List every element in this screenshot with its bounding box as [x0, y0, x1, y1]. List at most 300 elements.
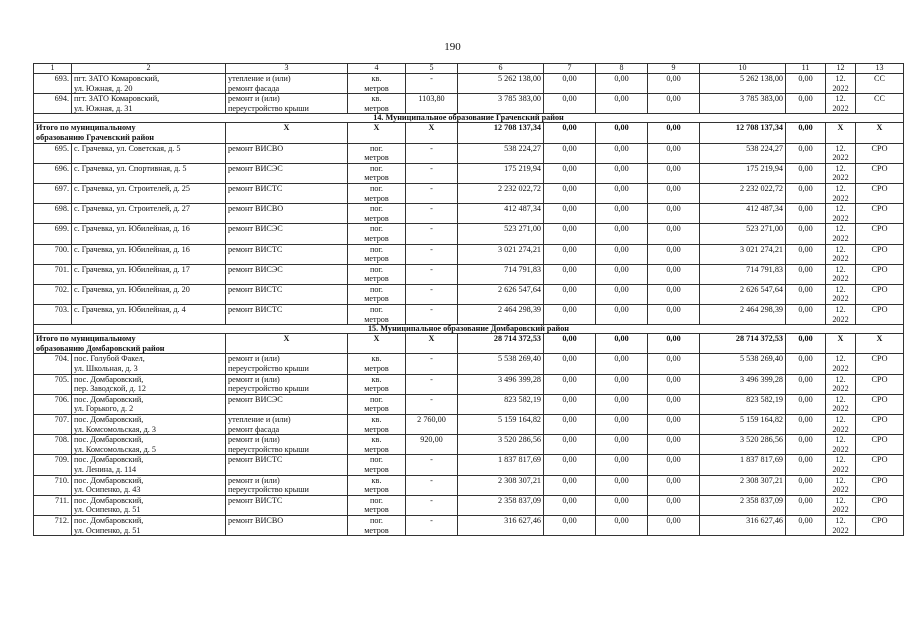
work-type-cell [226, 284, 348, 304]
column-header-text: 13 [875, 63, 884, 72]
work-type-cell-text: ремонт и (или) [228, 354, 280, 364]
cost-col8-cell [596, 495, 648, 515]
table-row [34, 94, 904, 114]
work-type-cell-text: ремонт ВИСЭС [228, 394, 283, 404]
deadline-cell [826, 74, 856, 94]
quantity-cell [406, 204, 458, 224]
row-number [34, 374, 72, 394]
quantity-cell [406, 74, 458, 94]
cost-col11-cell [786, 305, 826, 325]
column-header [544, 64, 596, 74]
repair-schedule-table [33, 63, 904, 536]
cost-col10-cell-text: 3 785 383,00 [740, 94, 783, 104]
unit-cell [348, 94, 406, 114]
address-cell-text: с. Грачевка, ул. Строителей, д. 25 [74, 183, 190, 193]
address-cell [72, 94, 226, 114]
unit-cell [348, 475, 406, 495]
address-cell-text: с. Грачевка, ул. Спортивная, д. 5 [74, 163, 187, 173]
cost-col9-cell-text: 0,00 [666, 354, 681, 364]
column-header-text: 11 [801, 63, 810, 72]
total-cost-cell [458, 475, 544, 495]
deadline-cell-text: 12. [835, 74, 846, 83]
address-cell-text: ул. Комсомольская, д. 3 [74, 424, 156, 434]
row-number-text: 706. [54, 394, 69, 404]
total-x-cell-text: Х [283, 123, 290, 133]
total-col8-cell-text: 0,00 [614, 123, 629, 133]
work-type-cell-text: ремонт ВИСВО [228, 143, 284, 153]
row-number-text: 710. [54, 475, 69, 485]
cost-col11-cell [786, 74, 826, 94]
deadline-cell-text: 2022 [832, 485, 849, 495]
deadline-cell-text: 12. [835, 354, 846, 364]
row-number [34, 264, 72, 284]
quantity-cell-text: - [430, 284, 433, 294]
total-cost-cell [458, 354, 544, 374]
quantity-cell-text: - [430, 394, 433, 404]
cost-col8-cell-text: 0,00 [614, 455, 629, 465]
cost-col10-cell [700, 455, 786, 475]
quantity-cell [406, 284, 458, 304]
cost-col10-cell-text: 2 626 547,64 [740, 284, 783, 294]
row-number-text: 698. [54, 204, 69, 214]
cost-col10-cell [700, 244, 786, 264]
work-type-cell-text: ремонт и (или) [228, 435, 280, 445]
deadline-cell [826, 374, 856, 394]
cost-col9-cell-text: 0,00 [666, 455, 681, 465]
unit-cell-text: метров [364, 364, 389, 374]
deadline-cell [826, 264, 856, 284]
unit-cell-text: кв. [371, 74, 382, 83]
cost-col10-cell-text: 523 271,00 [746, 224, 783, 234]
total-cost-cell [458, 224, 544, 244]
table-row [34, 163, 904, 183]
work-type-cell-text: ремонт фасада [228, 424, 280, 434]
cost-col10-cell-text: 1 837 817,69 [740, 455, 783, 465]
cost-col11-cell-text: 0,00 [798, 394, 813, 404]
cost-col7-cell-text: 0,00 [562, 495, 577, 505]
address-cell-text: ул. Горького, д. 2 [74, 404, 134, 414]
work-type-cell-text: ремонт и (или) [228, 475, 280, 485]
row-number [34, 415, 72, 435]
cost-col8-cell [596, 354, 648, 374]
total-col10-cell [700, 123, 786, 143]
total-x-cell [856, 334, 904, 354]
deadline-cell-text: 12. [835, 475, 846, 485]
cost-col10-cell-text: 2 232 022,72 [740, 183, 783, 193]
deadline-cell [826, 435, 856, 455]
source-cell [856, 204, 904, 224]
row-number-text: 701. [54, 264, 69, 274]
cost-col7-cell [544, 163, 596, 183]
cost-col11-cell [786, 204, 826, 224]
address-cell-text: пос. Голубой Факел, [74, 354, 145, 364]
unit-cell-text: метров [364, 173, 389, 183]
row-number [34, 204, 72, 224]
unit-cell-text: пог. [370, 305, 383, 315]
deadline-cell-text: 12. [835, 455, 846, 465]
cost-col11-cell-text: 0,00 [798, 143, 813, 153]
unit-cell-text: метров [364, 233, 389, 243]
unit-cell-text: пог. [370, 264, 383, 274]
cost-col9-cell-text: 0,00 [666, 495, 681, 505]
address-cell-text: ул. Южная, д. 31 [74, 103, 133, 113]
deadline-cell-text: 2022 [832, 314, 849, 324]
cost-col10-cell [700, 394, 786, 414]
cost-col8-cell-text: 0,00 [614, 394, 629, 404]
row-number [34, 354, 72, 374]
total-x-cell-text: Х [428, 334, 435, 344]
deadline-cell-text: 2022 [832, 505, 849, 515]
total-cost-cell-text: 5 262 138,00 [498, 74, 541, 83]
cost-col10-cell-text: 538 224,27 [746, 143, 783, 153]
cost-col7-cell [544, 284, 596, 304]
address-cell-text: пгт. ЗАТО Комаровский, [74, 74, 160, 83]
quantity-cell-text: 2 760,00 [417, 415, 446, 424]
total-cost-cell-text: 175 219,94 [504, 163, 541, 173]
deadline-cell [826, 244, 856, 264]
address-cell [72, 394, 226, 414]
deadline-cell-text: 2022 [832, 424, 849, 434]
total-cost-cell-text: 1 837 817,69 [498, 455, 541, 465]
source-cell [856, 374, 904, 394]
cost-col10-cell [700, 183, 786, 203]
total-col11-cell-text: 0,00 [798, 334, 813, 344]
deadline-cell-text: 2022 [832, 233, 849, 243]
quantity-cell [406, 354, 458, 374]
row-number-text: 703. [54, 305, 69, 315]
cost-col8-cell [596, 204, 648, 224]
cost-col7-cell [544, 264, 596, 284]
cost-col11-cell-text: 0,00 [798, 495, 813, 505]
work-type-cell-text: ремонт ВИСВО [228, 204, 284, 214]
source-cell [856, 163, 904, 183]
work-type-cell [226, 163, 348, 183]
column-header-text: 6 [498, 63, 503, 72]
source-cell-text: СРО [871, 204, 888, 214]
column-header [406, 64, 458, 74]
source-cell-text: СРО [871, 394, 888, 404]
cost-col11-cell-text: 0,00 [798, 244, 813, 254]
page-number: 190 [444, 41, 461, 53]
cost-col9-cell-text: 0,00 [666, 435, 681, 445]
address-cell-text: пос. Домбаровский, [74, 435, 144, 445]
quantity-cell [406, 415, 458, 435]
cost-col7-cell-text: 0,00 [562, 435, 577, 445]
work-type-cell [226, 224, 348, 244]
cost-col7-cell-text: 0,00 [562, 143, 577, 153]
source-cell [856, 515, 904, 535]
unit-cell-text: метров [364, 274, 389, 284]
deadline-cell [826, 94, 856, 114]
table-row [34, 394, 904, 414]
cost-col8-cell [596, 394, 648, 414]
cost-col11-cell [786, 495, 826, 515]
cost-col9-cell [648, 305, 700, 325]
cost-col10-cell-text: 316 627,46 [746, 515, 783, 525]
table-body [34, 64, 904, 536]
source-cell-text: СРО [871, 475, 888, 485]
cost-col10-cell [700, 305, 786, 325]
cost-col8-cell [596, 515, 648, 535]
cost-col9-cell [648, 224, 700, 244]
total-cost-cell-text: 538 224,27 [504, 143, 541, 153]
total-x-cell [348, 123, 406, 143]
quantity-cell-text: - [430, 455, 433, 465]
source-cell [856, 415, 904, 435]
total-cost-cell [458, 143, 544, 163]
total-cost-cell [458, 94, 544, 114]
work-type-cell-text: ремонт ВИСЭС [228, 224, 283, 234]
quantity-cell [406, 374, 458, 394]
work-type-cell-text: ремонт ВИСТС [228, 183, 283, 193]
cost-col11-cell [786, 143, 826, 163]
cost-col7-cell [544, 354, 596, 374]
total-label-text: образованию Домбаровский район [36, 343, 165, 353]
quantity-cell-text: - [430, 264, 433, 274]
cost-col11-cell [786, 284, 826, 304]
unit-cell [348, 394, 406, 414]
deadline-cell-text: 12. [835, 204, 846, 214]
column-header-text: 12 [836, 63, 845, 72]
total-label-text: Итого по муниципальному [36, 123, 136, 133]
cost-col11-cell [786, 94, 826, 114]
row-number-text: 707. [54, 415, 69, 424]
deadline-cell-text: 12. [835, 94, 846, 104]
total-col10-cell [700, 334, 786, 354]
total-cost-cell-text: 3 785 383,00 [498, 94, 541, 104]
deadline-cell-text: 12. [835, 244, 846, 254]
cost-col9-cell-text: 0,00 [666, 475, 681, 485]
total-col7-cell [544, 123, 596, 143]
cost-col9-cell [648, 394, 700, 414]
cost-col10-cell [700, 435, 786, 455]
cost-col7-cell-text: 0,00 [562, 74, 577, 83]
table-row [34, 475, 904, 495]
total-col7-cell-text: 0,00 [562, 123, 577, 133]
row-number-text: 695. [54, 143, 69, 153]
cost-col11-cell [786, 224, 826, 244]
source-cell [856, 183, 904, 203]
unit-cell-text: метров [364, 505, 389, 515]
address-cell [72, 435, 226, 455]
cost-col11-cell [786, 163, 826, 183]
cost-col9-cell-text: 0,00 [666, 394, 681, 404]
row-number [34, 224, 72, 244]
table-row [34, 204, 904, 224]
unit-cell-text: метров [364, 444, 389, 454]
address-cell [72, 244, 226, 264]
source-cell [856, 284, 904, 304]
cost-col9-cell-text: 0,00 [666, 374, 681, 384]
unit-cell-text: кв. [371, 94, 382, 104]
cost-col9-cell [648, 284, 700, 304]
cost-col9-cell-text: 0,00 [666, 74, 681, 83]
cost-col10-cell [700, 415, 786, 435]
source-cell-text: СРО [871, 354, 888, 364]
cost-col10-cell [700, 354, 786, 374]
quantity-cell [406, 264, 458, 284]
unit-cell-text: метров [364, 153, 389, 163]
cost-col10-cell [700, 374, 786, 394]
total-x-cell [826, 123, 856, 143]
unit-cell-text: кв. [371, 475, 382, 485]
quantity-cell-text: - [430, 143, 433, 153]
total-x-cell-text: Х [876, 334, 883, 344]
deadline-cell-text: 12. [835, 305, 846, 315]
unit-cell-text: пог. [370, 143, 383, 153]
total-cost-cell-text: 2 626 547,64 [498, 284, 541, 294]
cost-col9-cell [648, 264, 700, 284]
address-cell-text: пгт. ЗАТО Комаровский, [74, 94, 160, 104]
cost-col9-cell [648, 183, 700, 203]
cost-col8-cell [596, 163, 648, 183]
total-cost-cell-text: 5 538 269,40 [498, 354, 541, 364]
cost-col11-cell [786, 455, 826, 475]
cost-col8-cell [596, 94, 648, 114]
total-col9-cell-text: 0,00 [666, 334, 681, 344]
column-header [700, 64, 786, 74]
quantity-cell-text: 920,00 [420, 435, 443, 445]
section-heading-row [34, 114, 904, 123]
column-header [72, 64, 226, 74]
cost-col8-cell-text: 0,00 [614, 354, 629, 364]
address-cell-text: пос. Домбаровский, [74, 455, 144, 465]
source-cell [856, 143, 904, 163]
cost-col7-cell-text: 0,00 [562, 284, 577, 294]
cost-col10-cell-text: 3 520 286,56 [740, 435, 783, 445]
deadline-cell-text: 2022 [832, 83, 849, 93]
cost-col7-cell [544, 475, 596, 495]
unit-cell-text: пог. [370, 394, 383, 404]
work-type-cell [226, 495, 348, 515]
source-cell-text: СРО [871, 495, 888, 505]
cost-col7-cell [544, 415, 596, 435]
total-x-cell [348, 334, 406, 354]
total-cost-cell-text: 2 358 837,09 [498, 495, 541, 505]
total-x-cell [406, 334, 458, 354]
work-type-cell [226, 435, 348, 455]
quantity-cell [406, 143, 458, 163]
row-number-text: 705. [54, 374, 69, 384]
cost-col10-cell [700, 264, 786, 284]
total-x-cell [826, 334, 856, 354]
deadline-cell [826, 354, 856, 374]
cost-col10-cell [700, 515, 786, 535]
cost-col11-cell-text: 0,00 [798, 284, 813, 294]
source-cell-text: СРО [871, 244, 888, 254]
total-label [34, 123, 226, 143]
cost-col10-cell-text: 2 464 298,39 [740, 305, 783, 315]
column-header [458, 64, 544, 74]
cost-col11-cell [786, 264, 826, 284]
address-cell-text: с. Грачевка, ул. Юбилейная, д. 4 [74, 305, 186, 315]
cost-col11-cell-text: 0,00 [798, 475, 813, 485]
cost-col10-cell [700, 163, 786, 183]
cost-col10-cell [700, 94, 786, 114]
unit-cell [348, 284, 406, 304]
cost-col7-cell-text: 0,00 [562, 244, 577, 254]
cost-col8-cell-text: 0,00 [614, 94, 629, 104]
deadline-cell-text: 2022 [832, 103, 849, 113]
cost-col9-cell-text: 0,00 [666, 94, 681, 104]
deadline-cell-text: 2022 [832, 274, 849, 284]
cost-col11-cell-text: 0,00 [798, 204, 813, 214]
total-cost-cell-text: 823 582,19 [504, 394, 541, 404]
work-type-cell [226, 204, 348, 224]
cost-col10-cell-text: 714 791,83 [746, 264, 783, 274]
total-col7-cell-text: 0,00 [562, 334, 577, 344]
cost-col9-cell-text: 0,00 [666, 143, 681, 153]
unit-cell [348, 515, 406, 535]
work-type-cell [226, 415, 348, 435]
table-row [34, 284, 904, 304]
total-cost-cell-text: 3 496 399,28 [498, 374, 541, 384]
address-cell [72, 475, 226, 495]
section-heading-row [34, 325, 904, 334]
cost-col7-cell [544, 394, 596, 414]
row-number [34, 495, 72, 515]
unit-cell-text: метров [364, 464, 389, 474]
deadline-cell [826, 475, 856, 495]
total-col8-cell [596, 334, 648, 354]
deadline-cell [826, 415, 856, 435]
address-cell [72, 515, 226, 535]
unit-cell [348, 305, 406, 325]
table-row [34, 435, 904, 455]
cost-col11-cell [786, 374, 826, 394]
total-cost-cell-text: 412 487,34 [504, 204, 541, 214]
cost-col7-cell-text: 0,00 [562, 163, 577, 173]
total-cost-cell [458, 183, 544, 203]
cost-col9-cell-text: 0,00 [666, 163, 681, 173]
unit-cell [348, 183, 406, 203]
total-cost-cell [458, 334, 544, 354]
quantity-cell-text: - [430, 475, 433, 485]
cost-col11-cell-text: 0,00 [798, 94, 813, 104]
total-label [34, 334, 226, 354]
cost-col11-cell-text: 0,00 [798, 264, 813, 274]
unit-cell [348, 244, 406, 264]
cost-col9-cell [648, 244, 700, 264]
work-type-cell-text: ремонт и (или) [228, 94, 280, 104]
deadline-cell-text: 12. [835, 374, 846, 384]
total-col10-cell-text: 12 708 137,34 [735, 123, 783, 133]
total-col11-cell [786, 123, 826, 143]
cost-col7-cell-text: 0,00 [562, 305, 577, 315]
table-row [34, 143, 904, 163]
work-type-cell-text: ремонт фасада [228, 83, 280, 93]
work-type-cell [226, 455, 348, 475]
column-header-text: 8 [619, 63, 624, 72]
total-cost-cell-text: 5 159 164,82 [498, 415, 541, 424]
address-cell [72, 143, 226, 163]
total-cost-cell [458, 74, 544, 94]
unit-cell-text: кв. [371, 354, 382, 364]
cost-col10-cell-text: 5 159 164,82 [740, 415, 783, 424]
address-cell-text: ул. Осипенко, д. 43 [74, 485, 141, 495]
cost-col11-cell [786, 415, 826, 435]
address-cell [72, 264, 226, 284]
cost-col8-cell [596, 305, 648, 325]
cost-col9-cell-text: 0,00 [666, 244, 681, 254]
address-cell-text: ул. Ленина, д. 114 [74, 464, 137, 474]
cost-col8-cell [596, 284, 648, 304]
deadline-cell-text: 12. [835, 224, 846, 234]
total-cost-cell [458, 163, 544, 183]
source-cell [856, 354, 904, 374]
deadline-cell-text: 12. [835, 435, 846, 445]
cost-col8-cell [596, 435, 648, 455]
